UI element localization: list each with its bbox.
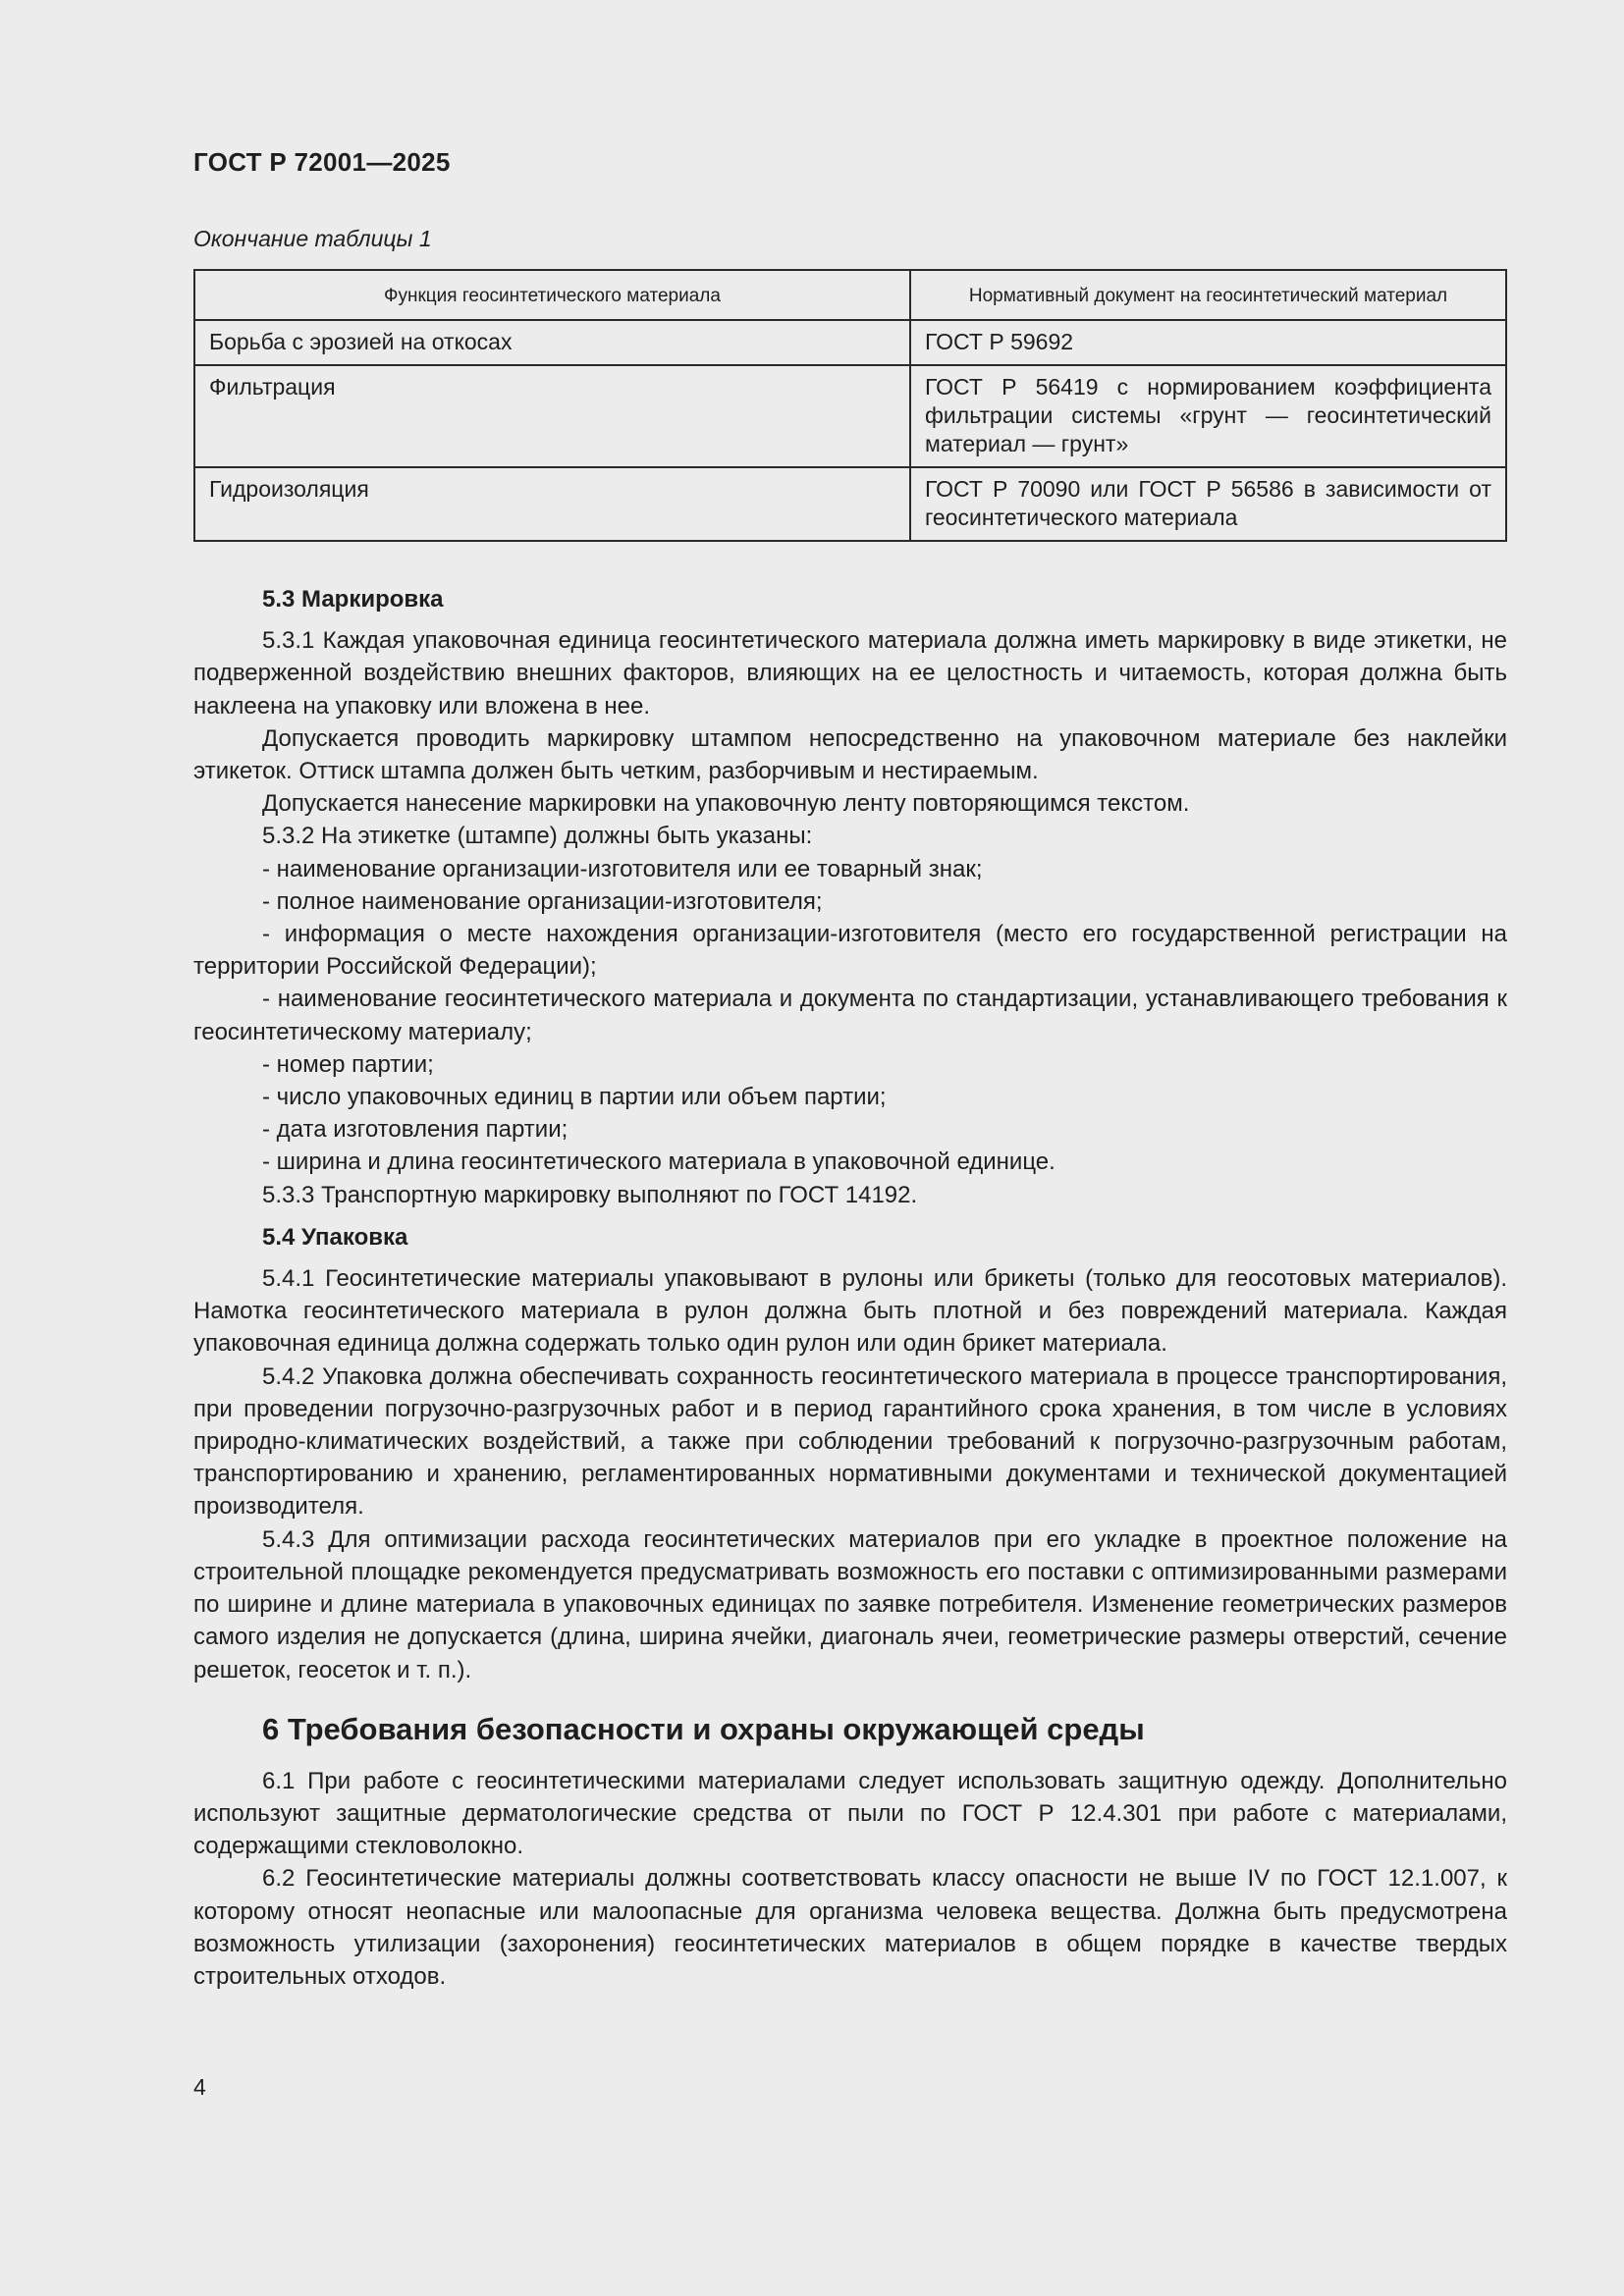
section-heading: 6 Требования безопасности и охраны окружающей среды bbox=[262, 1711, 1145, 1746]
table-caption: Окончание таблицы 1 bbox=[193, 226, 432, 251]
page-number: 4 bbox=[193, 2074, 206, 2100]
list-item: - дата изготовления партии; bbox=[262, 1116, 568, 1144]
paragraph: 5.4.2 Упаковка должна обеспечивать сохранность геосинтетического материала в процессе транспортирования, при проведении погрузочно-разгрузочных работ и в период гарантийного срока хранения, в том числе в условиях природно-климатических воздействий, а также при соблюдении требований к погрузочно-разгрузочным работам, транспортированию и хранению, регламентированных нормативными документами и технической документацией производителя. bbox=[193, 1362, 1507, 1521]
paragraph: Допускается проводить маркировку штампом непосредственно на упаковочном материале без наклейки этикеток. Оттиск штампа должен быть четким, разборчивым и нестираемым. bbox=[193, 724, 1507, 785]
list-item: - число упаковочных единиц в партии или объем партии; bbox=[262, 1084, 887, 1111]
table-row bbox=[194, 320, 1506, 365]
requirements-table bbox=[193, 269, 1507, 542]
paragraph: 5.3.1 Каждая упаковочная единица геосинтетического материала должна иметь маркировку в виде этикетки, не подверженной воздействию внешних факторов, влияющих на ее целостность и читаемость, которая должна быть наклеена на упаковку или вложена в нее. bbox=[193, 627, 1507, 720]
table-cell: Фильтрация bbox=[194, 365, 910, 467]
paragraph: 5.3.3 Транспортную маркировку выполняют по ГОСТ 14192. bbox=[262, 1181, 918, 1208]
list-item: - полное наименование организации-изготовителя; bbox=[262, 887, 823, 915]
paragraph: 6.1 При работе с геосинтетическими материалами следует использовать защитную одежду. Дополнительно используют защитные дерматологические средства от пыли по ГОСТ Р 12.4.301 при работе с материалами, содержащими стекловолокно. bbox=[193, 1767, 1507, 1860]
subsection-title: 5.3 Маркировка bbox=[262, 586, 444, 613]
table-header-row bbox=[194, 270, 1506, 320]
table-cell: Гидроизоляция bbox=[194, 467, 910, 541]
document-body bbox=[193, 577, 1507, 1993]
paragraph: Допускается нанесение маркировки на упаковочную ленту повторяющимся текстом. bbox=[262, 790, 1190, 818]
standard-designation: ГОСТ Р 72001—2025 bbox=[193, 147, 451, 177]
paragraph: 5.3.2 На этикетке (штампе) должны быть указаны: bbox=[262, 823, 813, 850]
table-cell: ГОСТ Р 70090 или ГОСТ Р 56586 в зависимости от геосинтетического материала bbox=[910, 467, 1506, 541]
list-item: - информация о месте нахождения организации-изготовителя (место его государственной регистрации на территории Российской Федерации); bbox=[193, 921, 1507, 981]
paragraph: 5.4.3 Для оптимизации расхода геосинтетических материалов при его укладке в проектное положение на строительной площадке рекомендуется предусматривать возможность его поставки с оптимизированными размерами по ширине и длине материала в упаковочных единицах по заявке потребителя. Изменение геометрических размеров самого изделия не допускается (длина, ширина ячейки, диагональ ячеи, геометрические размеры отверстий, сечение решеток, геосеток и т. п.). bbox=[193, 1525, 1507, 1683]
column-header: Функция геосинтетического материала bbox=[194, 270, 910, 320]
table-row bbox=[194, 467, 1506, 541]
list-item: - ширина и длина геосинтетического материала в упаковочной единице. bbox=[262, 1148, 1056, 1176]
table-row bbox=[194, 365, 1506, 467]
paragraph: 6.2 Геосинтетические материалы должны соответствовать классу опасности не выше IV по ГОСТ 12.1.007, к которому относят неопасные или малоопасные для организма человека вещества. Должна быть предусмотрена возможность утилизации (захоронения) геосинтетических материалов в общем порядке в качестве твердых строительных отходов. bbox=[193, 1865, 1507, 1990]
list-item: - номер партии; bbox=[262, 1050, 434, 1078]
paragraph: 5.4.1 Геосинтетические материалы упаковывают в рулоны или брикеты (только для геосотовых материалов). Намотка геосинтетического материала в рулон должна быть плотной и без повреждений материала. Каждая упаковочная единица должна содержать только один рулон или один брикет материала. bbox=[193, 1265, 1507, 1358]
table-cell: ГОСТ Р 59692 bbox=[910, 320, 1506, 365]
table-cell: ГОСТ Р 56419 с нормированием коэффициента фильтрации системы «грунт — геосинтетический материал — грунт» bbox=[910, 365, 1506, 467]
column-header: Нормативный документ на геосинтетический материал bbox=[910, 270, 1506, 320]
list-item: - наименование организации-изготовителя или ее товарный знак; bbox=[262, 855, 983, 882]
subsection-title: 5.4 Упаковка bbox=[262, 1223, 408, 1251]
table-cell: Борьба с эрозией на откосах bbox=[194, 320, 910, 365]
list-item: - наименование геосинтетического материала и документа по стандартизации, устанавливающего требования к геосинтетическому материалу; bbox=[193, 986, 1507, 1045]
